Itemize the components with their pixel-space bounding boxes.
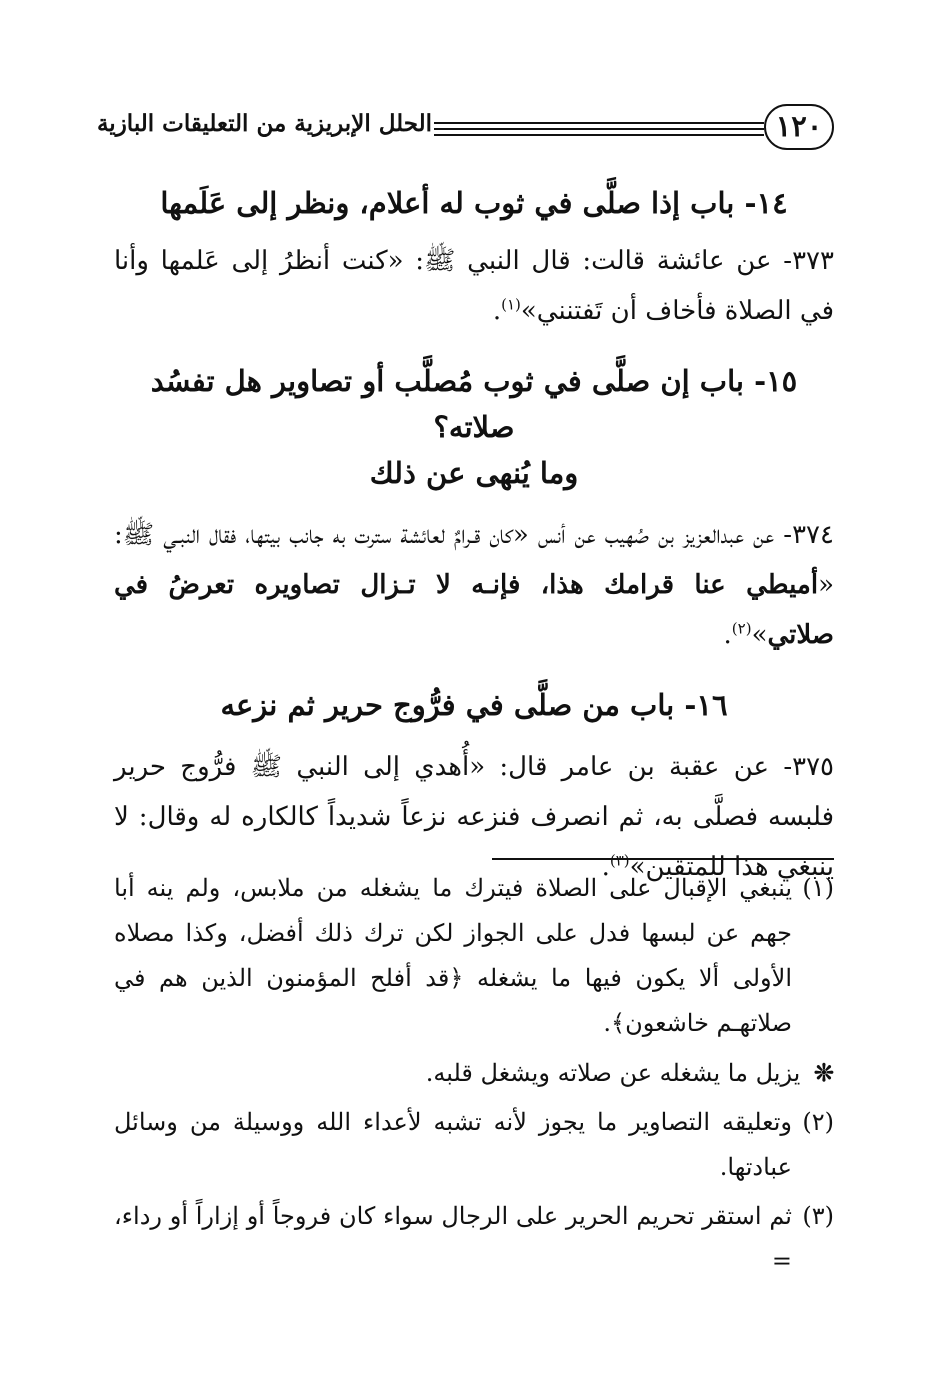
footnote-marker: (١): [802, 874, 834, 902]
footnote-text: وتعليقه التصاوير ما يجوز لأنه تشبه لأعداء الله ووسيلة من وسائل عبادتها.: [114, 1108, 792, 1181]
hadith-374: [114, 510, 834, 660]
chapter-heading-15: [114, 358, 834, 496]
footnote-text: ثم استقر تحريم الحرير على الرجال سواء كان فروجاً أو إزاراً أو رداء، =: [114, 1202, 792, 1275]
main-content: [114, 180, 834, 892]
sentence-end: .: [601, 852, 610, 882]
footnote-reference: (١): [501, 295, 521, 314]
hadith-number: ٣٧٥-: [783, 752, 835, 782]
running-header: [96, 104, 834, 158]
hadith-text: عن عقبة بن عامر قال: «أُهدي إلى النبي ﷺ فرُّوج حرير فلبسه فصلَّى به، ثم انصرف فنزعه نزعاً شديداً كالكاره له وقال: لا ينبغي هذا للمتقين»: [114, 752, 834, 882]
hadith-text: عن عائشة قالت: قال النبي ﷺ: «كنت أنظرُ إلى عَلمها وأنا في الصلاة فأخاف أن تَفتنني»: [114, 246, 834, 326]
header-rule-line: [434, 134, 764, 136]
footnote-reference: (٣): [609, 851, 630, 870]
header-rule-line: [434, 122, 764, 124]
chapter-heading-16: ١٦- باب من صلَّى في فرُّوج حرير ثم نزعه: [220, 688, 728, 722]
quote-close: »: [751, 620, 768, 650]
chapter-heading-line: وما يُنهى عن ذلك: [369, 456, 579, 490]
sentence-end: .: [723, 620, 732, 650]
chapter-heading-14: ١٤- باب إذا صلَّى في ثوب له أعلام، ونظر إلى عَلَمها: [160, 186, 788, 220]
footnote-marker: (٢): [802, 1108, 834, 1136]
footnote-text: يزيل ما يشغله عن صلاته ويشغل قلبه.: [425, 1059, 801, 1087]
footnote-text: ينبغي الإقبال على الصلاة فيترك ما يشغله من ملابس، ولم ينه أبا جهم عن لبسها فدل على الجواز لكن ترك ذلك أفضل، وكذا مصلاه الأولى ألا يكون فيها ما يشغله ﴿قد أفلح المؤمنون الذين هم في صلاتهـم خاشعون﴾.: [114, 874, 793, 1037]
sentence-end: .: [492, 296, 502, 326]
hadith-text: عن عبدالعزيز بن صُهيب عن أنس «كان قـرامٌ لعائشة سترت به جانب بيتها، فقال النبـي ﷺ: «: [114, 520, 834, 600]
asterism-icon: ❊: [813, 1058, 834, 1087]
footnote-1: [114, 866, 834, 1046]
chapter-heading-line: ١٥- باب إن صلَّى في ثوب مُصلَّب أو تصاوير هل تفسُد صلاته؟: [150, 364, 798, 444]
footnote-reference: (٢): [731, 619, 752, 638]
footnote-star-note: [114, 1050, 834, 1096]
footnote-3: [114, 1194, 834, 1284]
footnote-separator: [492, 858, 834, 860]
header-rule-line: [434, 128, 764, 130]
footnotes-section: [114, 866, 834, 1288]
hadith-number: ٣٧٣-: [783, 246, 834, 276]
hadith-number: ٣٧٤-: [783, 520, 834, 550]
book-title: الحلل الإبريزية من التعليقات البازية: [96, 110, 432, 137]
page-number-badge: ١٢٠: [764, 104, 834, 150]
hadith-373: [114, 236, 834, 336]
footnote-marker: (٣): [802, 1202, 834, 1230]
hadith-text-bold: أميطي عنا قرامك هذا، فإنـه لا تـزال تصاويره تعرضُ في صلاتي: [114, 570, 834, 650]
footnote-2: [114, 1100, 834, 1190]
